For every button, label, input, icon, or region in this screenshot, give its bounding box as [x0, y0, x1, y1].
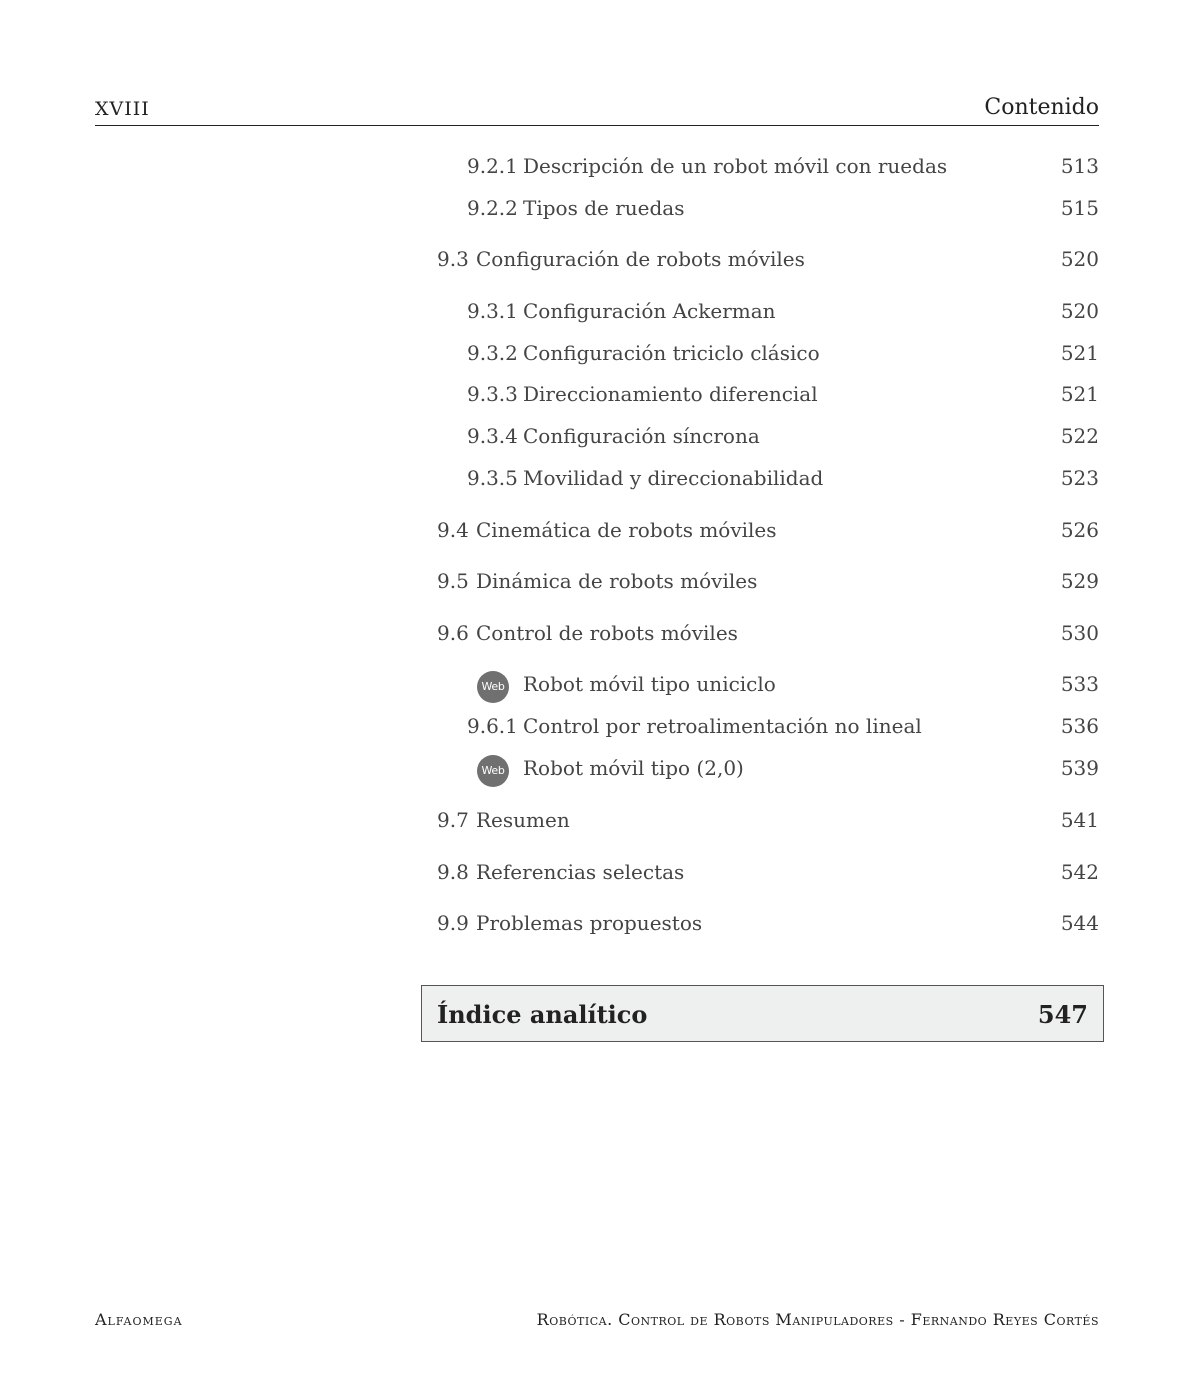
toc-entry-web[interactable] — [0, 672, 1203, 702]
toc-entry-title: Direccionamiento diferencial — [523, 382, 818, 406]
toc-entry-title: Problemas propuestos — [476, 911, 703, 935]
header-rule — [95, 125, 1099, 126]
toc-entry[interactable] — [0, 569, 1203, 599]
toc-entry[interactable] — [0, 341, 1203, 371]
toc-entry-page: 530 — [1060, 621, 1099, 645]
toc-entry-title: Robot móvil tipo uniciclo — [523, 672, 776, 696]
toc-entry-number: 9.2.1 — [467, 154, 518, 178]
toc-entry-title: Configuración de robots móviles — [476, 247, 805, 271]
toc-entry[interactable] — [0, 621, 1203, 651]
running-title: Contenido — [984, 95, 1099, 120]
toc-entry-page: 521 — [1060, 341, 1099, 365]
toc-entry[interactable] — [0, 424, 1203, 454]
toc-entry-title: Configuración triciclo clásico — [523, 341, 820, 365]
toc-entry[interactable] — [0, 911, 1203, 941]
toc-entry-number: 9.4 — [437, 518, 469, 542]
toc-entry-number: 9.3.5 — [467, 466, 518, 490]
toc-entry-title: Referencias selectas — [476, 860, 685, 884]
toc-entry-page: 529 — [1060, 569, 1099, 593]
toc-entry-number: 9.3 — [437, 247, 469, 271]
toc-entry[interactable] — [0, 466, 1203, 496]
toc-entry-web[interactable] — [0, 756, 1203, 786]
index-entry-page: 547 — [1037, 1000, 1088, 1029]
toc-entry-number: 9.5 — [437, 569, 469, 593]
toc-entry-number: 9.8 — [437, 860, 469, 884]
toc-entry-number: 9.3.1 — [467, 299, 518, 323]
toc-entry-title: Resumen — [476, 808, 570, 832]
footer-book-title: Robótica. Control de Robots Manipuladores - Fernando Reyes Cortés — [536, 1310, 1099, 1329]
toc-entry-title: Descripción de un robot móvil con ruedas — [523, 154, 948, 178]
index-entry-box[interactable] — [421, 985, 1104, 1042]
toc-entry-page: 526 — [1060, 518, 1099, 542]
toc-entry-page: 520 — [1060, 247, 1099, 271]
toc-entry[interactable] — [0, 382, 1203, 412]
toc-entry-title: Configuración síncrona — [523, 424, 760, 448]
toc-entry[interactable] — [0, 247, 1203, 277]
toc-entry-page: 520 — [1060, 299, 1099, 323]
toc-entry-number: 9.2.2 — [467, 196, 518, 220]
toc-entry-number: 9.7 — [437, 808, 469, 832]
toc-entry[interactable] — [0, 714, 1203, 744]
page-number: XVIII — [95, 98, 150, 120]
toc-entry[interactable] — [0, 154, 1203, 184]
toc-entry[interactable] — [0, 808, 1203, 838]
toc-entry-page: 513 — [1060, 154, 1099, 178]
toc-entry-number: 9.3.3 — [467, 382, 518, 406]
toc-entry-page: 536 — [1060, 714, 1099, 738]
toc-entry[interactable] — [0, 518, 1203, 548]
toc-entry-page: 544 — [1060, 911, 1099, 935]
toc-entry-title: Dinámica de robots móviles — [476, 569, 758, 593]
web-icon[interactable]: Web — [477, 671, 509, 703]
toc-entry-title: Movilidad y direccionabilidad — [523, 466, 824, 490]
toc-entry[interactable] — [0, 860, 1203, 890]
toc-entry-page: 515 — [1060, 196, 1099, 220]
toc-entry-number: 9.3.4 — [467, 424, 518, 448]
toc-entry-title: Cinemática de robots móviles — [476, 518, 777, 542]
toc-entry-page: 539 — [1060, 756, 1099, 780]
toc-entry-title: Configuración Ackerman — [523, 299, 776, 323]
toc-entry-number: 9.3.2 — [467, 341, 518, 365]
web-icon[interactable]: Web — [477, 755, 509, 787]
toc-entry-page: 533 — [1060, 672, 1099, 696]
toc-entry-title: Tipos de ruedas — [523, 196, 685, 220]
toc-entry[interactable] — [0, 299, 1203, 329]
toc-entry-page: 521 — [1060, 382, 1099, 406]
footer-publisher: Alfaomega — [95, 1310, 183, 1329]
toc-entry-title: Control por retroalimentación no lineal — [523, 714, 922, 738]
toc-entry-page: 522 — [1060, 424, 1099, 448]
toc-entry[interactable] — [0, 196, 1203, 226]
index-entry-title: Índice analítico — [437, 1000, 648, 1029]
toc-entry-title: Control de robots móviles — [476, 621, 738, 645]
toc-entry-page: 541 — [1060, 808, 1099, 832]
toc-entry-page: 523 — [1060, 466, 1099, 490]
toc-entry-number: 9.9 — [437, 911, 469, 935]
toc-entry-title: Robot móvil tipo (2,0) — [523, 756, 744, 780]
toc-entry-number: 9.6.1 — [467, 714, 518, 738]
toc-entry-page: 542 — [1060, 860, 1099, 884]
toc-entry-number: 9.6 — [437, 621, 469, 645]
